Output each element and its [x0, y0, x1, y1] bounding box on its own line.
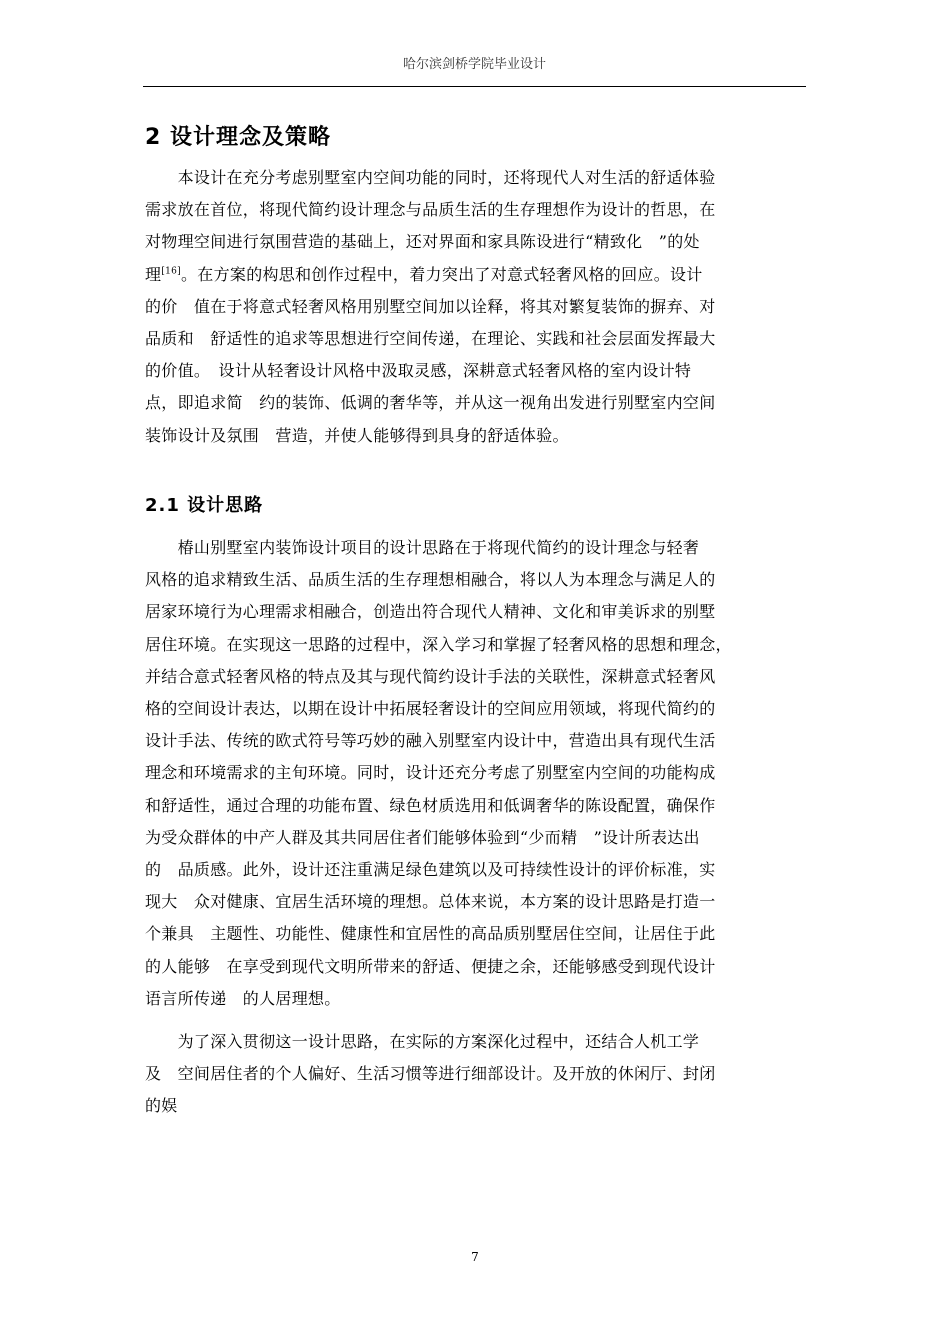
text-line: 风格的追求精致生活、品质生活的生存理想相融合，将以人为本理念与满足人的 — [145, 570, 716, 590]
text-line: 的 品质感。此外，设计还注重满足绿色建筑以及可持续性设计的评价标准，实 — [145, 860, 716, 880]
text-line: 为了深入贯彻这一设计思路，在实际的方案深化过程中，还结合人机工学 — [145, 1032, 700, 1051]
text-line: 品质和 舒适性的追求等思想进行空间传递，在理论、实践和社会层面发挥最大 — [145, 329, 716, 349]
paragraph-design-approach — [145, 532, 810, 1015]
text-line: 居家环境行为心理需求相融合，创造出符合现代人精神、文化和审美诉求的别墅 — [145, 602, 716, 622]
citation-marker: [16] — [161, 266, 181, 277]
text-line: 格的空间设计表达，以期在设计中拓展轻奢设计的空间应用领域，将现代简约的 — [145, 699, 716, 719]
text-fragment: 理 — [145, 264, 162, 284]
paragraph-intro — [145, 162, 810, 452]
text-line: 的价 值在于将意式轻奢风格用别墅空间加以诠释，将其对繁复装饰的摒弃、对 — [145, 296, 716, 316]
text-line: 设计手法、传统的欧式符号等巧妙的融入别墅室内设计中，营造出具有现代生活 — [145, 731, 716, 751]
text-line: 及 空间居住者的个人偏好、生活习惯等进行细部设计。及开放的休闲厅、封闭 — [145, 1064, 716, 1084]
text-line: 理念和环境需求的主旬环境。同时，设计还充分考虑了别墅室内空间的功能构成 — [145, 763, 716, 783]
paragraph-detail-design — [145, 1026, 810, 1123]
text-line: 对物理空间进行氛围营造的基础上，还对界面和家具陈设进行“精致化 ”的处 — [145, 232, 700, 252]
text-line: 为受众群体的中产人群及其共同居住者们能够体验到“少而精 ”设计所表达出 — [145, 827, 700, 847]
text-line: 的价值。 设计从轻奢设计风格中汲取灵感，深耕意式轻奢风格的室内设计特 — [145, 361, 692, 381]
text-line: 个兼具 主题性、功能性、健康性和宜居性的高品质别墅居住空间，让居住于此 — [145, 924, 716, 944]
text-fragment: 。在方案的构思和创作过程中，着力突出了对意式轻奢风格的回应。设计 — [181, 264, 703, 284]
text-line: 的人能够 在享受到现代文明所带来的舒适、便捷之余，还能够感受到现代设计 — [145, 956, 716, 976]
text-line: 现大 众对健康、宜居生活环境的理想。总体来说，本方案的设计思路是打造一 — [145, 892, 716, 912]
page-header: 哈尔滨剑桥学院毕业设计 — [402, 57, 546, 72]
text-line: 点，即追求简 约的装饰、低调的奢华等，并从这一视角出发进行别墅室内空间 — [145, 393, 716, 413]
text-line: 居住环境。在实现这一思路的过程中，深入学习和掌握了轻奢风格的思想和理念， — [145, 634, 732, 654]
text-line: 的娱 — [145, 1096, 178, 1116]
text-line: 椿山别墅室内装饰设计项目的设计思路在于将现代简约的设计理念与轻奢 — [145, 538, 700, 557]
text-line: 并结合意式轻奢风格的特点及其与现代简约设计手法的关联性，深耕意式轻奢风 — [145, 666, 716, 686]
text-line: 装饰设计及氛围 营造，并使人能够得到具身的舒适体验。 — [145, 425, 569, 445]
text-line: 本设计在充分考虑别墅室内空间功能的同时，还将现代人对生活的舒适体验 — [145, 168, 716, 187]
text-line — [145, 259, 810, 291]
page-number: 7 — [471, 1250, 479, 1264]
text-line: 语言所传递 的人居理想。 — [145, 988, 341, 1008]
text-line: 和舒适性，通过合理的功能布置、绿色材质选用和低调奢华的陈设配置，确保作 — [145, 795, 716, 815]
text-line: 需求放在首位，将现代简约设计理念与品质生活的生存理想作为设计的哲思，在 — [145, 200, 716, 220]
header-divider — [143, 86, 806, 87]
section-heading: 2 设计理念及策略 — [145, 125, 331, 150]
subsection-heading: 2.1 设计思路 — [145, 495, 264, 516]
